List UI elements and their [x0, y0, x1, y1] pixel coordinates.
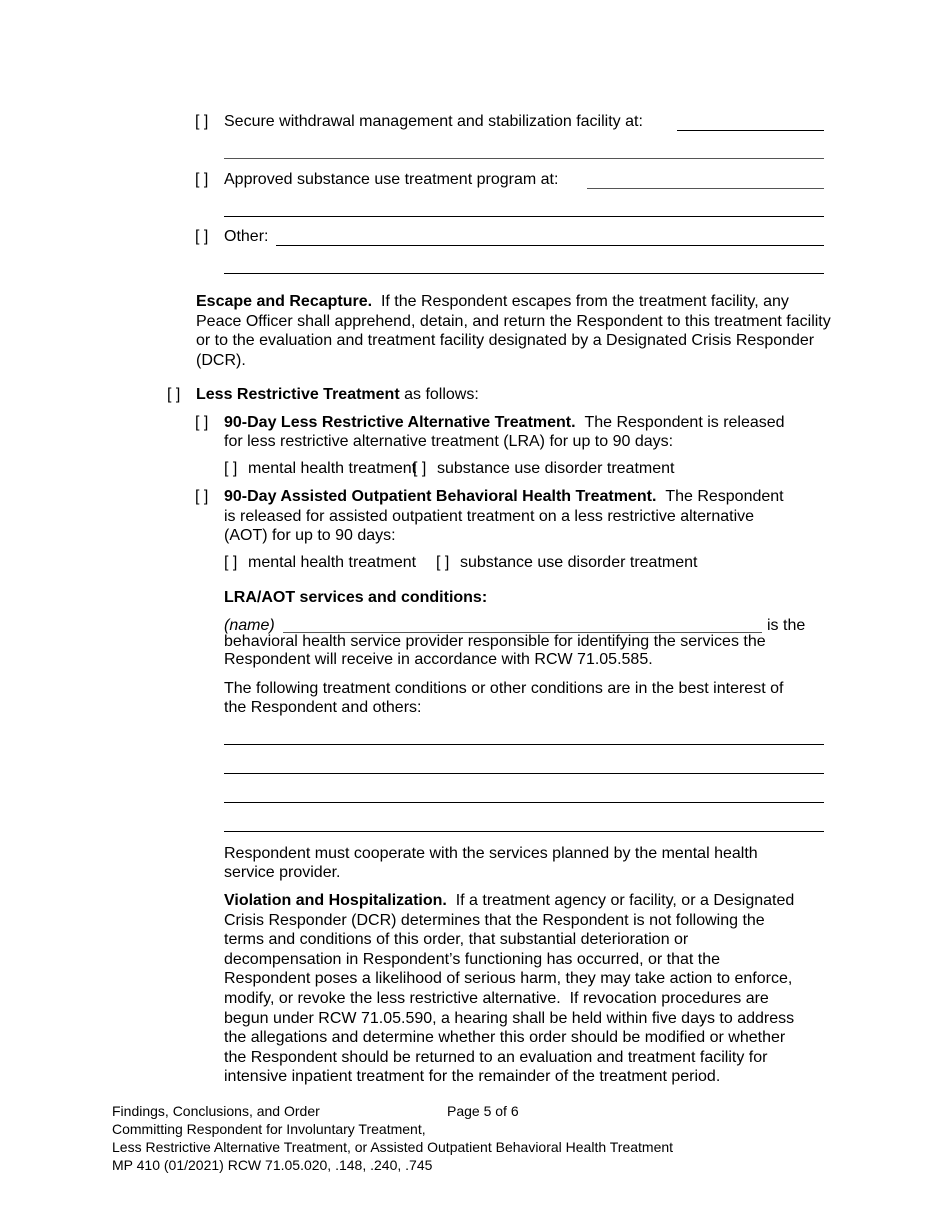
other-label: Other:	[224, 228, 269, 245]
services-heading: LRA/AOT services and conditions:	[224, 589, 488, 606]
aot-text-1: The Respondent	[665, 488, 784, 505]
violation-text-4: decompensation in Respondent’s functioning has occurred, or that the	[224, 951, 721, 968]
footer-form-number: MP 410 (01/2021) RCW 71.05.020, .148, .240, .745	[112, 1157, 433, 1173]
secure-withdrawal-label: Secure withdrawal management and stabilization facility at:	[224, 113, 643, 130]
conditions-line-1[interactable]	[224, 744, 824, 745]
footer-title: Findings, Conclusions, and Order	[112, 1103, 320, 1119]
escape-text: If the Respondent escapes from the treatment facility, any Peace Officer shall apprehend, detain, and return the Respondent to this treatment facility or to the evaluation and treatment facility designated by a Designated Crisis Responder (DCR).	[196, 293, 831, 369]
violation-text-8: the allegations and determine whether this order should be modified or whether	[224, 1029, 786, 1046]
provider-text-2: Respondent will receive in accordance with RCW 71.05.585.	[224, 651, 653, 668]
escape-paragraph	[196, 292, 836, 370]
secure-withdrawal-checkbox[interactable]: [ ]	[195, 113, 209, 130]
aot-substance-checkbox[interactable]: [ ]	[436, 554, 450, 571]
footer-line-3: Less Restrictive Alternative Treatment, or Assisted Outpatient Behavioral Health Treatment	[112, 1139, 674, 1155]
lra-text-2: for less restrictive alternative treatment (LRA) for up to 90 days:	[224, 433, 674, 450]
cooperate-text-2: service provider.	[224, 864, 341, 881]
less-restrictive-line	[196, 385, 479, 405]
footer-line-2: Committing Respondent for Involuntary Treatment,	[112, 1121, 426, 1137]
approved-substance-checkbox[interactable]: [ ]	[195, 171, 209, 188]
lra-substance-label: substance use disorder treatment	[437, 460, 675, 477]
lra-substance-checkbox[interactable]: [ ]	[413, 460, 427, 477]
lra-checkbox[interactable]: [ ]	[195, 414, 209, 431]
escape-heading: Escape and Recapture.	[196, 293, 373, 310]
conditions-line-4[interactable]	[224, 831, 824, 832]
lra-text-1: The Respondent is released	[584, 414, 785, 431]
name-suffix: is the	[767, 617, 806, 634]
aot-checkbox[interactable]: [ ]	[195, 488, 209, 505]
violation-text-2: Crisis Responder (DCR) determines that the Respondent is not following the	[224, 912, 765, 929]
violation-text-1: If a treatment agency or facility, or a Designated	[455, 892, 795, 909]
aot-text-3: (AOT) for up to 90 days:	[224, 527, 396, 544]
lra-mental-checkbox[interactable]: [ ]	[224, 460, 238, 477]
other-checkbox[interactable]: [ ]	[195, 228, 209, 245]
violation-text-5: Respondent poses a likelihood of serious harm, they may take action to enforce,	[224, 970, 793, 987]
aot-text-2: is released for assisted outpatient treatment on a less restrictive alternative	[224, 508, 755, 525]
conditions-line-2[interactable]	[224, 773, 824, 774]
footer-page-number: Page 5 of 6	[447, 1103, 519, 1119]
lra-line1	[224, 413, 785, 433]
violation-text-9: the Respondent should be returned to an evaluation and treatment facility for	[224, 1049, 768, 1066]
secure-withdrawal-line-2[interactable]	[224, 158, 824, 159]
violation-text-7: begun under RCW 71.05.590, a hearing shall be held within five days to address	[224, 1010, 795, 1027]
violation-text-10: intensive inpatient treatment for the remainder of the treatment period.	[224, 1068, 721, 1085]
approved-substance-line-2[interactable]	[224, 216, 824, 217]
provider-text-1: behavioral health service provider responsible for identifying the services the	[224, 633, 766, 650]
less-restrictive-checkbox[interactable]: [ ]	[167, 386, 181, 403]
less-restrictive-suffix: as follows:	[404, 386, 479, 403]
other-line-2[interactable]	[224, 273, 824, 274]
name-label: (name)	[224, 617, 275, 634]
violation-text-6: modify, or revoke the less restrictive alternative. If revocation procedures are	[224, 990, 769, 1007]
secure-withdrawal-line[interactable]	[677, 130, 824, 131]
cooperate-text-1: Respondent must cooperate with the services planned by the mental health	[224, 845, 758, 862]
lra-mental-label: mental health treatment	[248, 460, 417, 477]
conditions-line-3[interactable]	[224, 802, 824, 803]
lra-heading: 90-Day Less Restrictive Alternative Treatment.	[224, 414, 576, 431]
violation-text-3: terms and conditions of this order, that substantial deterioration or	[224, 931, 689, 948]
approved-substance-line[interactable]	[587, 188, 824, 189]
aot-substance-label: substance use disorder treatment	[460, 554, 698, 571]
violation-line-1	[224, 891, 794, 911]
aot-line1	[224, 487, 784, 507]
aot-mental-checkbox[interactable]: [ ]	[224, 554, 238, 571]
approved-substance-label: Approved substance use treatment program at:	[224, 171, 559, 188]
less-restrictive-heading: Less Restrictive Treatment	[196, 386, 400, 403]
other-line[interactable]	[276, 245, 824, 246]
conditions-intro-1: The following treatment conditions or other conditions are in the best interest of	[224, 680, 784, 697]
aot-mental-label: mental health treatment	[248, 554, 417, 571]
violation-heading: Violation and Hospitalization.	[224, 892, 447, 909]
aot-heading: 90-Day Assisted Outpatient Behavioral Health Treatment.	[224, 488, 657, 505]
conditions-intro-2: the Respondent and others:	[224, 699, 422, 716]
